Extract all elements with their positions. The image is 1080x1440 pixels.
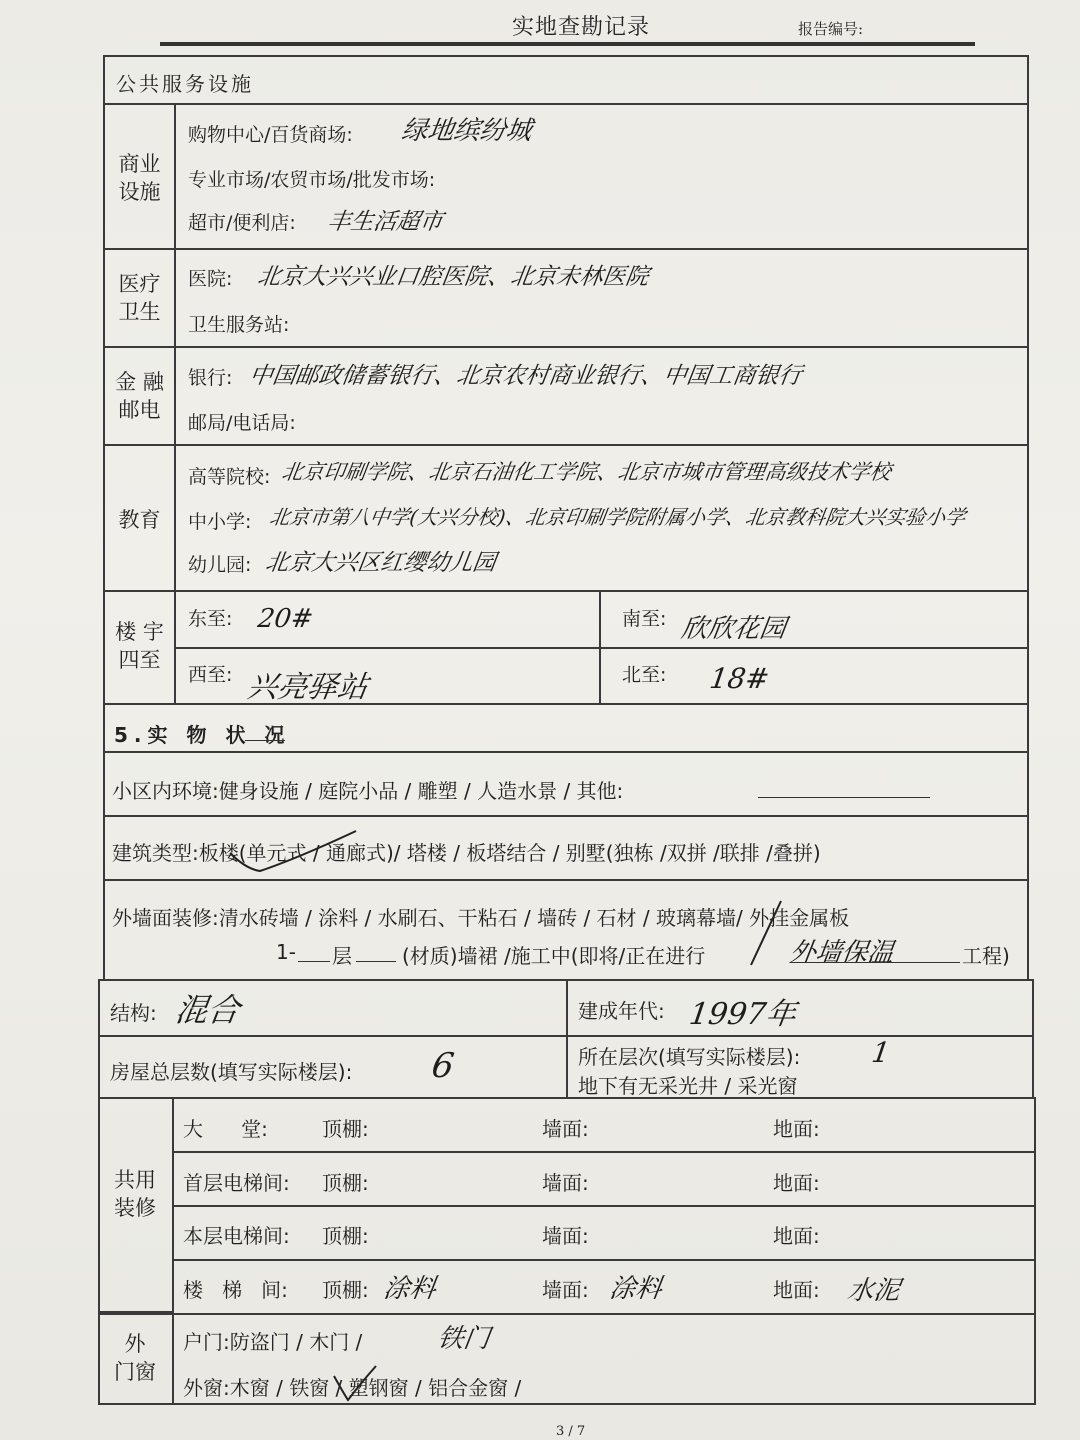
school-label: 中小学: bbox=[188, 511, 252, 533]
report-number-label: 报告编号: bbox=[798, 20, 864, 38]
decor-ceiling-label: 顶棚: bbox=[322, 1224, 369, 1248]
stairwell-ceiling-value: 涂料 bbox=[381, 1274, 438, 1304]
document-title: 实地查勘记录 bbox=[512, 15, 651, 40]
building-type-text: 建筑类型:板楼(单元式 / 通廊式)/ 塔楼 / 板塔结合 / 别墅(独栋 /双拼 /联排 /叠拼) bbox=[112, 841, 821, 865]
structure-label: 结构: bbox=[110, 1001, 157, 1025]
stairwell-floor-value: 水泥 bbox=[845, 1276, 902, 1306]
door-value: 铁门 bbox=[435, 1324, 492, 1354]
facade-line2-text: (材质)墙裙 /施工中(即将/正在进行 bbox=[402, 944, 706, 968]
bounds-label: 楼 宇 四至 bbox=[115, 620, 164, 673]
decor-floor-label: 地面: bbox=[773, 1117, 820, 1141]
school-value: 北京市第八中学(大兴分校)、北京印刷学院附属小学、北京教科院大兴实验小学 bbox=[268, 505, 968, 529]
doors-windows-label: 外 门窗 bbox=[114, 1332, 156, 1385]
finance-label: 金 融 邮电 bbox=[115, 370, 164, 423]
structure-value: 混合 bbox=[173, 991, 243, 1029]
supermarket-label: 超市/便利店: bbox=[188, 212, 296, 234]
environment-other-line bbox=[758, 797, 930, 798]
health-station-label: 卫生服务站: bbox=[188, 314, 290, 336]
building-type-checkmark bbox=[226, 825, 366, 880]
bank-value: 中国邮政储蓄银行、北京农村商业银行、中国工商银行 bbox=[247, 363, 804, 389]
decor-wall-label: 墙面: bbox=[542, 1117, 589, 1141]
kindergarten-label: 幼儿园: bbox=[188, 554, 252, 576]
door-options: 户门:防盗门 / 木门 / bbox=[183, 1330, 363, 1354]
facade-floor-blank bbox=[298, 961, 330, 962]
decor-ceiling-label: 顶棚: bbox=[322, 1117, 369, 1141]
facade-line2-floor-suffix: 层 bbox=[332, 944, 352, 968]
facade-material-blank bbox=[356, 961, 396, 962]
facade-line1: 外墙面装修:清水砖墙 / 涂料 / 水刷石、干粘石 / 墙砖 / 石材 / 玻璃幕墙/ 外挂金属板 bbox=[112, 906, 850, 930]
bank-label: 银行: bbox=[188, 367, 233, 389]
north-value: 18# bbox=[707, 662, 772, 695]
window-checkmark bbox=[330, 1360, 380, 1405]
window-options: 外窗:木窗 / 铁窗 / 塑钢窗 / 铝合金窗 / bbox=[183, 1376, 522, 1400]
facade-project-line bbox=[790, 962, 960, 963]
south-value: 欣欣花园 bbox=[679, 614, 788, 644]
physical-title: 5.实 物 状 况 bbox=[114, 723, 291, 747]
structure-cell bbox=[98, 979, 568, 1037]
decor-ceiling-label: 顶棚: bbox=[322, 1278, 369, 1302]
floor-level-label: 所在层次(填写实际楼层): bbox=[578, 1045, 801, 1069]
decor-row-name: 首层电梯间: bbox=[183, 1171, 290, 1195]
decor-ceiling-label: 顶棚: bbox=[322, 1171, 369, 1195]
decor-floor-label: 地面: bbox=[773, 1224, 820, 1248]
basement-text: 地下有无采光井 / 采光窗 bbox=[578, 1074, 798, 1098]
college-label: 高等院校: bbox=[188, 466, 271, 488]
common-decor-label: 共用 装修 bbox=[114, 1168, 156, 1221]
mall-label: 购物中心/百货商场: bbox=[188, 124, 353, 146]
total-floors-value: 6 bbox=[429, 1046, 457, 1086]
decor-row-name: 大 堂: bbox=[183, 1117, 268, 1141]
west-label: 西至: bbox=[188, 664, 233, 686]
year-label: 建成年代: bbox=[578, 999, 665, 1023]
facade-line2-end: 工程) bbox=[962, 944, 1010, 968]
public-services-title: 公共服务设施 bbox=[116, 72, 254, 96]
college-value: 北京印刷学院、北京石油化工学院、北京市城市管理高级技术学校 bbox=[280, 460, 893, 484]
decor-floor-label: 地面: bbox=[773, 1171, 820, 1195]
facade-line2-floor-prefix: 1- bbox=[276, 940, 296, 964]
header-rule bbox=[160, 42, 975, 46]
decor-row-this-elevator bbox=[172, 1205, 1036, 1261]
physical-title-underline bbox=[245, 740, 285, 741]
floor-level-value: 1 bbox=[869, 1036, 893, 1069]
decor-row-lobby bbox=[172, 1097, 1036, 1153]
decor-wall-label: 墙面: bbox=[542, 1171, 589, 1195]
hospital-label: 医院: bbox=[188, 268, 233, 290]
south-label: 南至: bbox=[622, 608, 667, 630]
east-cell bbox=[174, 590, 601, 649]
decor-wall-label: 墙面: bbox=[542, 1224, 589, 1248]
west-value: 兴亮驿站 bbox=[245, 670, 370, 705]
decor-wall-label: 墙面: bbox=[542, 1278, 589, 1302]
kindergarten-value: 北京大兴区红缨幼儿园 bbox=[263, 550, 498, 576]
decor-row-name: 本层电梯间: bbox=[183, 1224, 290, 1248]
east-label: 东至: bbox=[188, 608, 233, 630]
north-label: 北至: bbox=[622, 664, 667, 686]
stairwell-wall-value: 涂料 bbox=[607, 1274, 664, 1304]
environment-text: 小区内环境:健身设施 / 庭院小品 / 雕塑 / 人造水景 / 其他: bbox=[112, 779, 624, 803]
year-value: 1997年 bbox=[687, 997, 799, 1032]
page-number: 3 / 7 bbox=[556, 1424, 586, 1439]
medical-label: 医疗 卫生 bbox=[118, 272, 161, 325]
post-label: 邮局/电话局: bbox=[188, 412, 296, 434]
mall-value: 绿地缤纷城 bbox=[399, 116, 534, 146]
west-cell bbox=[174, 647, 601, 705]
facade-checkmark bbox=[735, 895, 790, 970]
commercial-label: 商业 设施 bbox=[118, 152, 161, 205]
supermarket-value: 丰生活超市 bbox=[325, 209, 445, 235]
decor-row-name: 楼 梯 间: bbox=[183, 1278, 288, 1302]
decor-floor-label: 地面: bbox=[773, 1278, 820, 1302]
hospital-value: 北京大兴兴业口腔医院、北京未林医院 bbox=[255, 264, 651, 290]
east-value: 20# bbox=[255, 604, 315, 634]
total-floors-label: 房屋总层数(填写实际楼层): bbox=[110, 1060, 353, 1084]
decor-row-first-elevator bbox=[172, 1151, 1036, 1207]
education-label: 教育 bbox=[118, 508, 161, 532]
decor-row-stairwell bbox=[172, 1259, 1036, 1315]
facade-project-value: 外墙保温 bbox=[787, 938, 896, 968]
market-label: 专业市场/农贸市场/批发市场: bbox=[188, 169, 436, 191]
